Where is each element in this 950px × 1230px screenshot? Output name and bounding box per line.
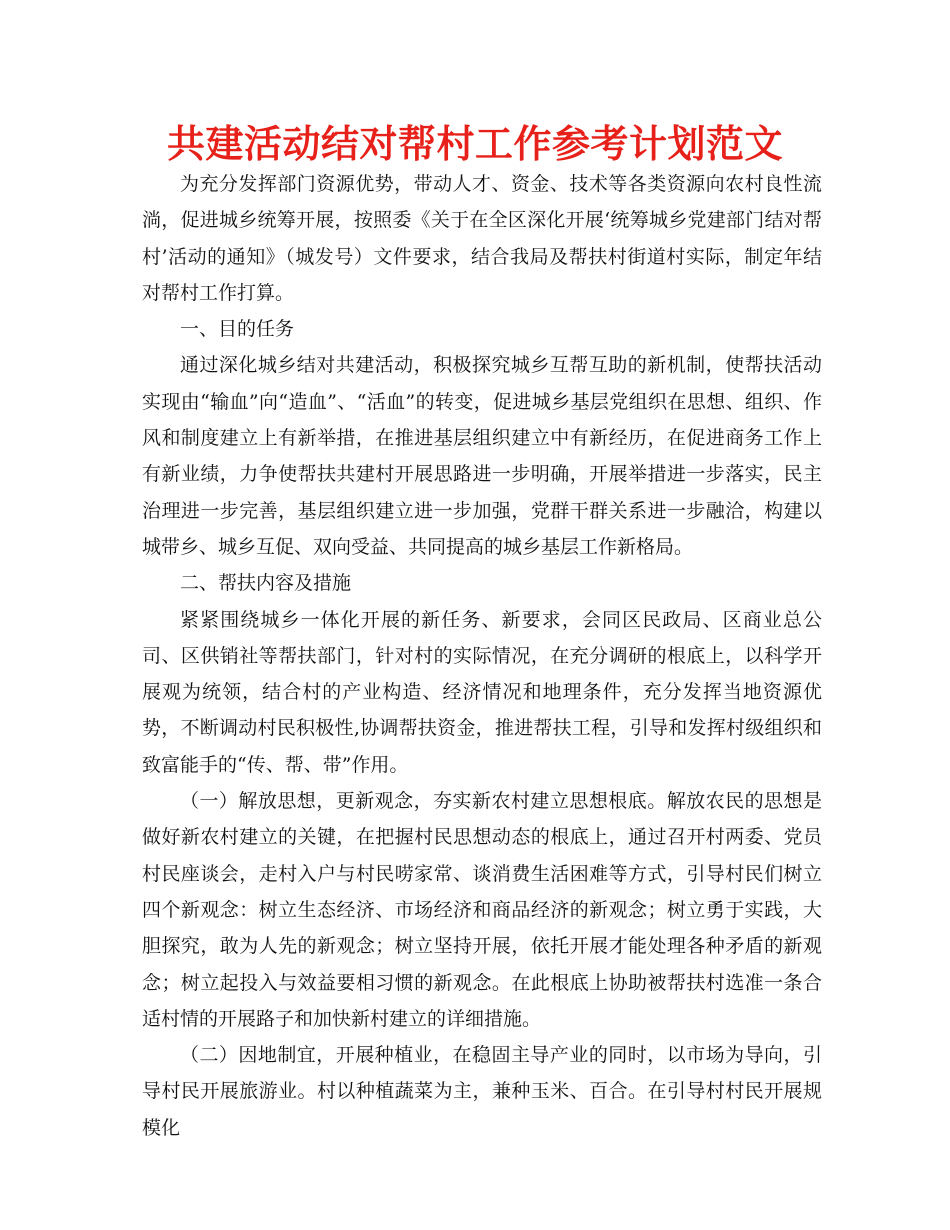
- paragraph-intro: 为充分发挥部门资源优势，带动人才、资金、技术等各类资源向农村良性流淌，促进城乡统筹开展，按照委《关于在全区深化开展‘统筹城乡党建部门结对帮村’活动的通知》（城发号）文件要求，结合我局及帮扶村街道村实际，制定年结对帮村工作打算。: [142, 173, 822, 304]
- section-heading-goals: 一、目的任务: [180, 318, 295, 341]
- document-body: [142, 166, 822, 1146]
- paragraph-measures: 紧紧围绕城乡一体化开展的新任务、新要求，会同区民政局、区商业总公司、区供销社等帮扶部门，针对村的实际情况，在充分调研的根底上，以科学开展观为统领，结合村的产业构造、经济情况和地理条件，充分发挥当地资源优势，不断调动村民积极性,协调帮扶资金，推进帮扶工程，引导和发挥村级组织和致富能手的“传、帮、带”作用。: [142, 608, 822, 776]
- paragraph-goals: 通过深化城乡结对共建活动，积极探究城乡互帮互助的新机制，使帮扶活动实现由“输血”向“造血”、“活血”的转变，促进城乡基层党组织在思想、组织、作风和制度建立上有新举措，在推进基层组织建立中有新经历，在促进商务工作上有新业绩，力争使帮扶共建村开展思路进一步明确，开展举措进一步落实，民主治理进一步完善，基层组织建立进一步加强，党群干群关系进一步融洽，构建以城带乡、城乡互促、双向受益、共同提高的城乡基层工作新格局。: [142, 354, 822, 558]
- section-heading-measures: 二、帮扶内容及措施: [180, 572, 352, 595]
- paragraph-measure-1: （一）解放思想，更新观念，夯实新农村建立思想根底。解放农民的思想是做好新农村建立的关键，在把握村民思想动态的根底上，通过召开村两委、党员村民座谈会，走村入户与村民唠家常、谈消费生活困难等方式，引导村民们树立四个新观念：树立生态经济、市场经济和商品经济的新观念；树立勇于实践，大胆探究，敢为人先的新观念；树立坚持开展，依托开展才能处理各种矛盾的新观念；树立起投入与效益要相习惯的新观念。在此根底上协助被帮扶村选准一条合适村情的开展路子和加快新村建立的详细措施。: [142, 790, 822, 1030]
- paragraph-measure-2: （二）因地制宜，开展种植业，在稳固主导产业的同时，以市场为导向，引导村民开展旅游业。村以种植蔬菜为主，兼种玉米、百合。在引导村村民开展规模化: [142, 1044, 822, 1139]
- document-title: 共建活动结对帮村工作参考计划范文: [166, 122, 783, 166]
